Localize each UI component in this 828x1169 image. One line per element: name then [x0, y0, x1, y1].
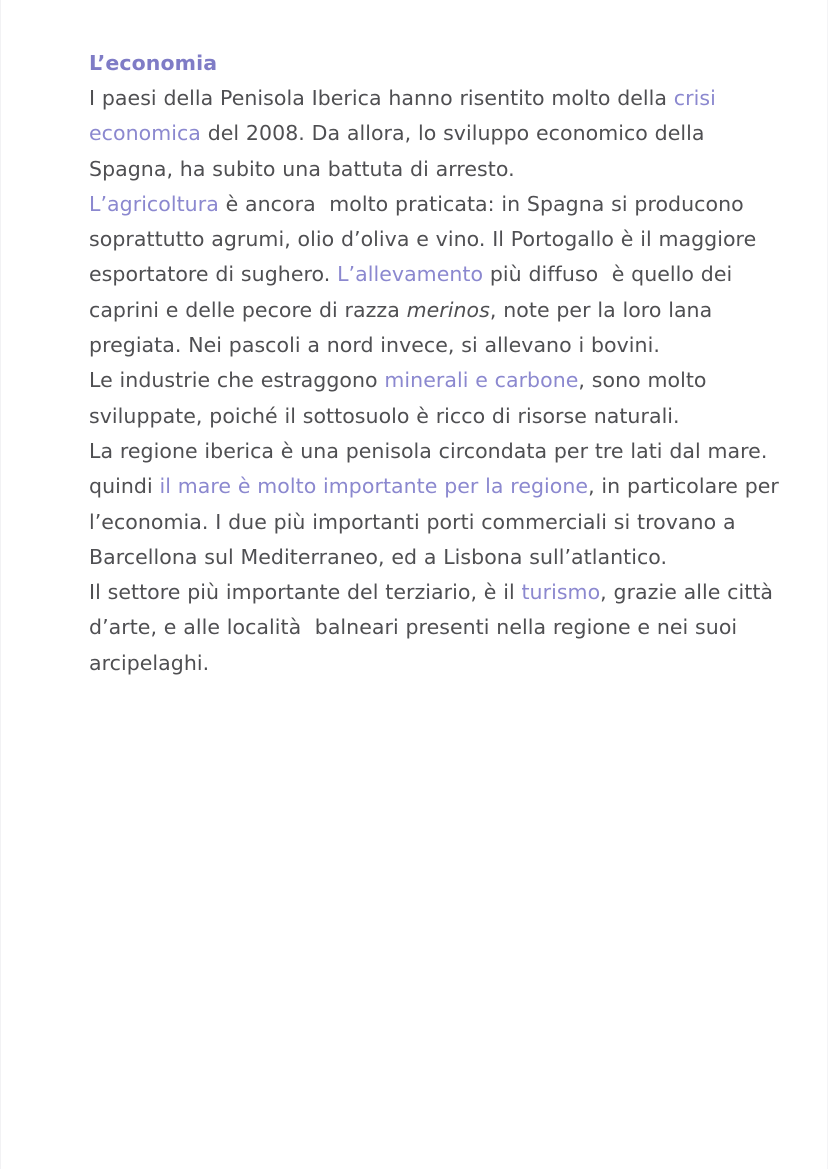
text-run: del 2008. Da allora, lo sviluppo economico della Spagna, ha subito una battuta di arresto.	[89, 121, 712, 181]
paragraph	[89, 434, 786, 575]
text-run: La regione iberica è una penisola circondata per tre lati dal mare. quindi	[89, 438, 775, 499]
text-run: , in particolare per l’economia. I due più importanti porti commerciali si trovano a Barcellona sul Mediterraneo, ed a Lisbona sull’atlantico.	[89, 474, 786, 569]
paragraph-list	[89, 81, 786, 681]
highlighted-term: il mare è molto importante per la regione	[159, 474, 589, 499]
document-text-body	[89, 46, 786, 681]
highlighted-term: crisi economica	[89, 86, 723, 146]
paragraph	[89, 187, 781, 363]
paragraph	[89, 81, 781, 187]
highlighted-term: L’agricoltura	[89, 191, 219, 216]
text-run: è ancora molto praticata: in Spagna si producono soprattutto agrumi, olio d’oliva e vino. Il Portogallo è il maggiore esportatore di sughero.	[89, 191, 764, 287]
paragraph	[89, 363, 781, 434]
highlighted-term: L’allevamento	[337, 262, 484, 287]
paragraph	[89, 575, 781, 681]
text-run: , grazie alle città d’arte, e alle località balneari presenti nella regione e nei suoi arcipelaghi.	[89, 580, 780, 675]
page-title: L’economia	[89, 51, 218, 75]
highlighted-term: minerali e carbone	[384, 368, 579, 393]
highlighted-term: turismo	[521, 580, 601, 605]
text-run: , note per la loro lana pregiata. Nei pascoli a nord invece, si allevano i bovini.	[89, 297, 719, 358]
text-run: più diffuso è quello dei caprini e delle pecore di razza	[89, 262, 740, 322]
text-run: , sono molto sviluppate, poiché il sottosuolo è ricco di risorse naturali.	[89, 368, 714, 428]
italic-term: merinos	[406, 297, 490, 322]
text-run: Il settore più importante del terziario, è il	[89, 580, 522, 605]
text-run: Le industrie che estraggono	[89, 368, 385, 393]
text-run: I paesi della Penisola Iberica hanno risentito molto della	[89, 86, 674, 110]
